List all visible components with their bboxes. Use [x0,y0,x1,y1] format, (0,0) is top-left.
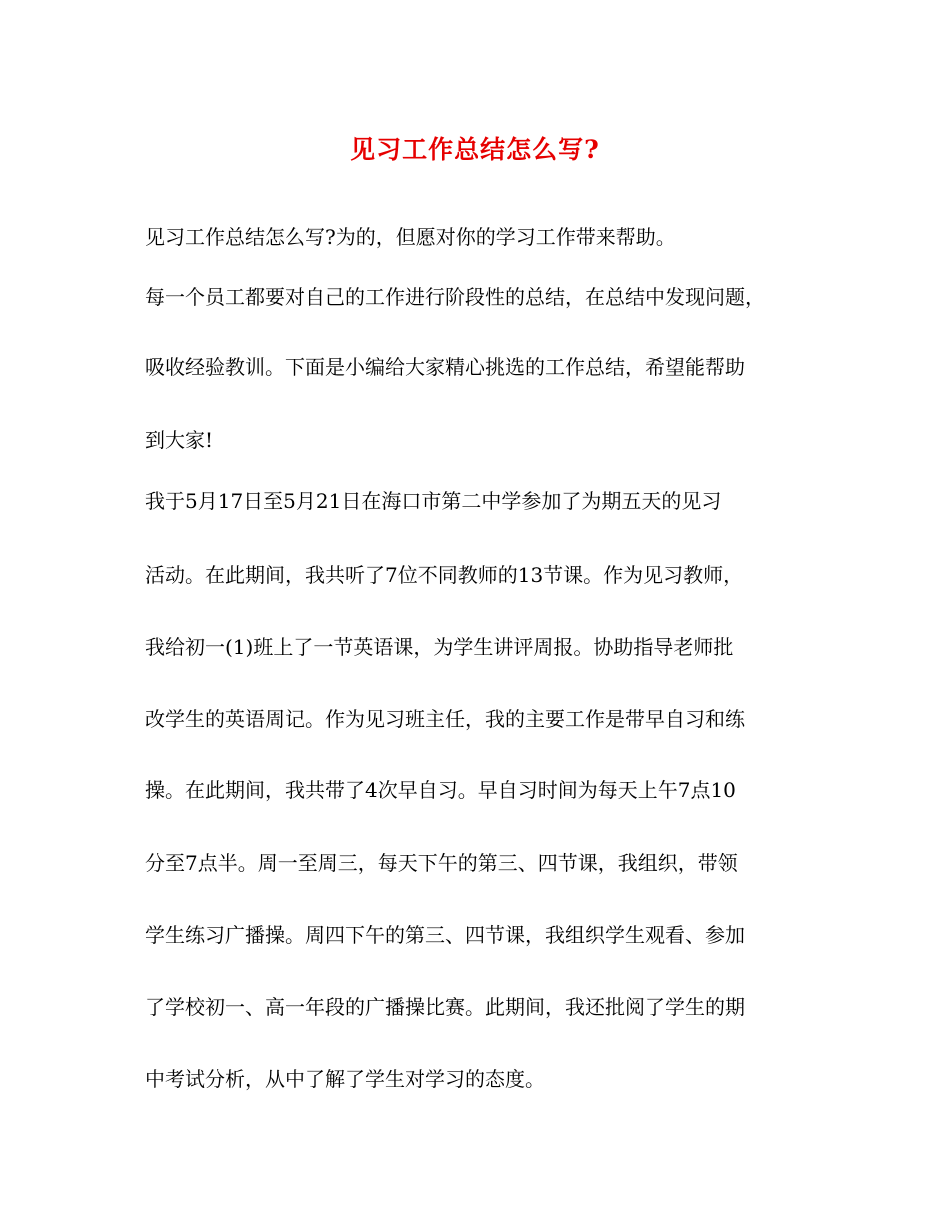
intro-line-2: 每一个员工都要对自己的工作进行阶段性的总结，在总结中发现问题， [145,285,765,309]
body-line-8: 了学校初一、高一年段的广播操比赛。此期间，我还批阅了学生的期 [145,995,745,1019]
body-line-2: 活动。在此期间，我共听了7位不同教师的13节课。作为见习教师， [145,563,744,587]
body-line-7: 学生练习广播操。周四下午的第三、四节课，我组织学生观看、参加 [145,923,745,947]
document-title: 见习工作总结怎么写? [350,135,600,164]
body-line-1: 我于5月17日至5月21日在海口市第二中学参加了为期五天的见习 [145,489,722,513]
intro-line-3: 吸收经验教训。下面是小编给大家精心挑选的工作总结，希望能帮助 [145,355,745,379]
body-line-5: 操。在此期间，我共带了4次早自习。早自习时间为每天上午7点10 [145,778,736,802]
intro-line-1: 见习工作总结怎么写?为的，但愿对你的学习工作带来帮助。 [145,225,676,249]
body-line-9: 中考试分析，从中了解了学生对学习的态度。 [145,1067,545,1091]
body-line-3: 我给初一(1)班上了一节英语课，为学生讲评周报。协助指导老师批 [145,635,734,659]
body-line-6: 分至7点半。周一至周三，每天下午的第三、四节课，我组织，带领 [145,851,738,875]
intro-line-4: 到大家! [145,428,214,452]
body-line-4: 改学生的英语周记。作为见习班主任，我的主要工作是带早自习和练 [145,707,745,731]
